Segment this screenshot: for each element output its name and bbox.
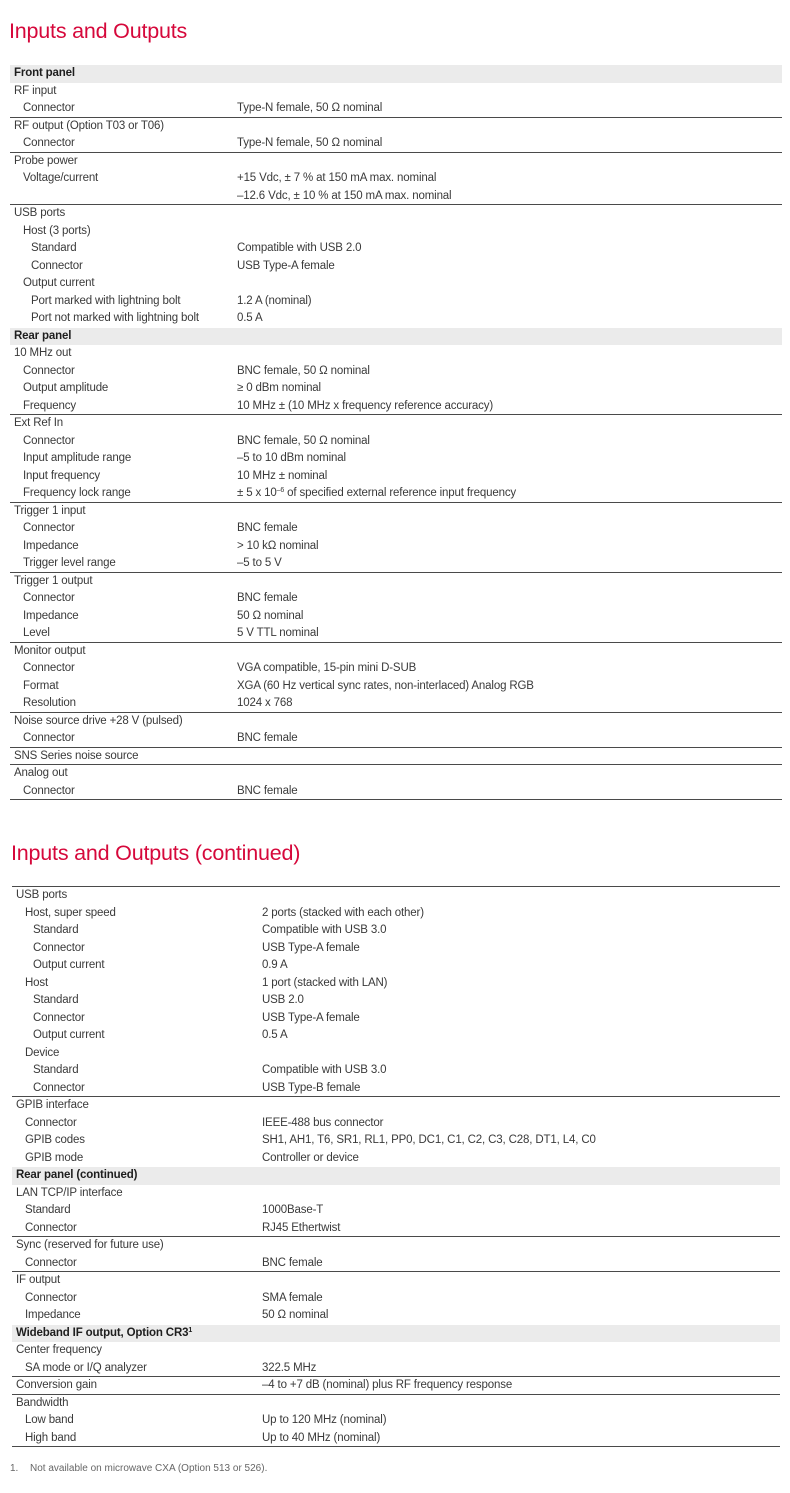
value-text: +15 Vdc, ± 7 % at 150 mA max. nominal <box>237 172 437 184</box>
row-value <box>237 695 292 713</box>
value-text: USB Type-B female <box>262 1081 361 1094</box>
row-label: Connector <box>23 364 75 377</box>
row-value <box>262 922 386 940</box>
row-value <box>237 100 382 118</box>
value-text: BNC female <box>237 784 298 797</box>
row-label: Resolution <box>23 697 76 709</box>
row-label: Connector <box>23 434 75 447</box>
table-row <box>10 713 782 731</box>
row-label: Monitor output <box>14 644 86 657</box>
row-label: Standard <box>31 242 77 254</box>
table-row <box>10 310 782 328</box>
row-label: High band <box>25 1431 77 1444</box>
value-text: 322.5 MHz <box>262 1361 317 1374</box>
value-text: SH1, AH1, T6, SR1, RL1, PP0, DC1, C1, C2, C3, C28, DT1, L4, C0 <box>262 1134 596 1146</box>
row-label: Conversion gain <box>16 1379 97 1391</box>
row-label: Sync (reserved for future use) <box>16 1239 164 1251</box>
table-row <box>12 1430 780 1448</box>
footnote-number: 1. <box>10 1463 19 1474</box>
value-text: Type-N female, 50 Ω nominal <box>237 137 383 149</box>
row-value <box>237 188 451 206</box>
section-title: Inputs and Outputs <box>9 19 188 43</box>
table-row <box>10 678 782 696</box>
row-label: Connector <box>33 941 85 954</box>
row-value <box>262 1010 360 1028</box>
row-label: Input frequency <box>23 469 101 482</box>
value-text: BNC female, 50 Ω nominal <box>237 364 370 377</box>
table-row <box>10 538 782 556</box>
table-row <box>10 590 782 608</box>
table-row <box>10 415 782 433</box>
table-row <box>10 398 782 416</box>
row-value <box>237 398 493 416</box>
value-text-continued: of specified external reference input frequency <box>284 487 517 499</box>
row-label: Probe power <box>14 154 78 167</box>
table-row <box>10 153 782 171</box>
table-row <box>12 1115 780 1133</box>
row-label: Frequency <box>23 399 76 412</box>
table-row <box>10 118 782 136</box>
table-row <box>10 135 782 153</box>
table-row <box>10 555 782 573</box>
row-label: LAN TCP/IP interface <box>16 1186 123 1199</box>
row-label: Connector <box>23 732 75 744</box>
row-label: Noise source drive +28 V (pulsed) <box>14 714 183 727</box>
row-label: Connector <box>33 1011 85 1024</box>
row-value <box>237 730 298 748</box>
table-row <box>10 345 782 363</box>
value-text: Controller or device <box>262 1151 359 1164</box>
table-row <box>10 293 782 311</box>
row-value <box>237 363 370 381</box>
value-text: Compatible with USB 3.0 <box>262 1064 387 1076</box>
row-value <box>237 468 327 486</box>
table-row <box>10 485 782 503</box>
value-text: Compatible with USB 2.0 <box>237 242 362 254</box>
value-text: USB Type-A female <box>262 941 360 954</box>
table-row <box>12 1360 780 1378</box>
table-row <box>12 940 780 958</box>
value-text: USB Type-A female <box>237 259 335 272</box>
row-label: Connector <box>25 1116 77 1129</box>
row-value <box>262 1307 328 1325</box>
table-group-header <box>10 328 782 346</box>
table-row <box>12 1307 780 1325</box>
row-label: Connector <box>23 522 75 534</box>
row-label: Bandwidth <box>16 1396 69 1409</box>
table-row <box>10 783 782 801</box>
footnote <box>10 1463 267 1474</box>
table-row <box>10 730 782 748</box>
table-row <box>10 625 782 643</box>
value-text: –4 to +7 dB (nominal) plus RF frequency response <box>262 1379 513 1391</box>
row-value <box>262 1430 380 1448</box>
row-value <box>262 1080 360 1098</box>
table-row <box>12 1027 780 1045</box>
row-value <box>237 538 318 556</box>
row-label: Impedance <box>25 1309 81 1321</box>
row-label: Port not marked with lightning bolt <box>31 312 199 324</box>
table-row <box>12 887 780 905</box>
row-label: 10 MHz out <box>14 347 72 359</box>
row-value <box>237 660 416 678</box>
table-row <box>10 573 782 591</box>
row-value <box>262 1220 340 1238</box>
value-text: Type-N female, 50 Ω nominal <box>237 102 383 114</box>
row-label: Output current <box>23 277 95 289</box>
row-value <box>262 975 387 993</box>
table-row <box>10 223 782 241</box>
table-row <box>10 695 782 713</box>
row-label: Low band <box>25 1414 74 1426</box>
spec-table <box>10 65 782 800</box>
row-label: SNS Series noise source <box>14 749 139 762</box>
table-row <box>12 1202 780 1220</box>
value-text: IEEE-488 bus connector <box>262 1116 384 1129</box>
row-label: Standard <box>25 1204 71 1216</box>
table-row <box>12 1342 780 1360</box>
row-value <box>262 957 287 975</box>
value-text: 1024 x 768 <box>237 697 293 709</box>
row-value <box>262 1290 323 1308</box>
row-value <box>237 433 370 451</box>
row-label: Connector <box>23 137 75 149</box>
value-text: BNC female <box>237 522 298 534</box>
row-label: USB ports <box>14 207 66 219</box>
row-label: Standard <box>33 994 79 1006</box>
table-row <box>12 1237 780 1255</box>
row-value <box>237 135 382 153</box>
table-row <box>10 643 782 661</box>
footnote-text: Not available on microwave CXA (Option 513 or 526). <box>30 1463 268 1474</box>
row-value <box>262 1412 386 1430</box>
value-text: BNC female <box>237 592 298 604</box>
row-label: Trigger 1 output <box>14 574 93 587</box>
row-value <box>262 1062 386 1080</box>
value-text: 10 MHz ± nominal <box>237 469 328 482</box>
value-text: 2 ports (stacked with each other) <box>262 906 424 919</box>
table-row <box>12 1010 780 1028</box>
row-label: GPIB mode <box>25 1151 84 1164</box>
row-value <box>237 555 282 573</box>
row-value <box>262 905 424 923</box>
value-text: 1000Base-T <box>262 1204 324 1216</box>
value-text: 0.5 A <box>262 1029 288 1041</box>
row-label: Wideband IF output, Option $CR3^1$ <box>16 1326 193 1339</box>
table-row <box>12 1290 780 1308</box>
row-value <box>237 590 298 608</box>
table-row <box>10 765 782 783</box>
table-row <box>10 608 782 626</box>
table-group-header <box>10 65 782 83</box>
value-text: RJ45 Ethertwist <box>262 1221 341 1234</box>
table-row <box>10 83 782 101</box>
section-title: Inputs and Outputs (continued) <box>11 841 301 865</box>
table-row <box>10 503 782 521</box>
table-row <box>10 258 782 276</box>
table-row <box>12 1395 780 1413</box>
row-label: Connector <box>23 102 75 114</box>
table-row <box>12 922 780 940</box>
row-value <box>262 992 304 1010</box>
table-row <box>10 363 782 381</box>
value-text: BNC female <box>237 732 298 744</box>
row-label: Port marked with lightning bolt <box>31 294 181 307</box>
row-value <box>262 1255 323 1273</box>
table-row <box>12 1255 780 1273</box>
exponent: –6 <box>276 487 285 494</box>
table-row <box>10 433 782 451</box>
row-label: Level <box>23 627 50 639</box>
table-row <box>12 1097 780 1115</box>
row-label: Rear panel <box>14 329 72 342</box>
row-value <box>237 310 262 328</box>
row-label: SA mode or I/Q analyzer <box>25 1361 147 1374</box>
row-value <box>237 678 534 696</box>
row-value <box>262 940 360 958</box>
row-value <box>262 1132 596 1150</box>
table-row <box>10 100 782 118</box>
row-label: Output current <box>33 959 105 971</box>
row-label: Rear panel (continued) <box>16 1169 138 1181</box>
row-value <box>237 520 298 538</box>
table-row <box>10 748 782 766</box>
table-row <box>12 1377 780 1395</box>
value-text: ± 5 x 10 <box>237 487 277 499</box>
value-text: 1.2 A (nominal) <box>237 294 312 307</box>
table-row <box>12 1185 780 1203</box>
row-label: RF output (Option T03 or T06) <box>14 119 164 132</box>
table-row <box>10 450 782 468</box>
row-label: RF input <box>14 84 57 97</box>
value-text: ≥ 0 dBm nominal <box>237 382 321 394</box>
row-label: Host <box>25 976 49 989</box>
row-value <box>237 240 361 258</box>
table-row <box>12 1150 780 1168</box>
table-row <box>10 660 782 678</box>
row-label: IF output <box>16 1274 61 1286</box>
value-text: Up to 40 MHz (nominal) <box>262 1431 381 1444</box>
row-label: Connector <box>23 784 75 797</box>
table-row <box>10 380 782 398</box>
value-text: –5 to 10 dBm nominal <box>237 452 346 464</box>
value-text: 10 MHz ± (10 MHz x frequency reference accuracy) <box>237 399 494 412</box>
row-value <box>237 485 516 503</box>
value-text: 50 Ω nominal <box>237 609 304 622</box>
row-label: Standard <box>33 924 79 936</box>
table-row <box>10 205 782 223</box>
row-label: Output current <box>33 1029 105 1041</box>
row-value <box>262 1150 359 1168</box>
row-label: Impedance <box>23 609 79 622</box>
value-text: 50 Ω nominal <box>262 1309 329 1321</box>
spec-table <box>12 886 780 1447</box>
row-value <box>262 1202 323 1220</box>
row-value <box>237 608 303 626</box>
table-row <box>10 240 782 258</box>
row-label: GPIB codes <box>25 1134 85 1146</box>
row-value <box>237 258 335 276</box>
row-label: Frequency lock range <box>23 487 131 499</box>
row-label: Trigger 1 input <box>14 504 86 517</box>
table-row <box>12 1412 780 1430</box>
row-label: Connector <box>25 1256 77 1269</box>
value-text: XGA (60 Hz vertical sync rates, non-interlaced) Analog RGB <box>237 679 534 692</box>
row-value <box>237 625 319 643</box>
value-text: USB Type-A female <box>262 1011 360 1024</box>
row-label: Host, super speed <box>25 906 116 919</box>
row-label: GPIB interface <box>16 1099 89 1111</box>
row-label: USB ports <box>16 889 68 901</box>
value-text: 1 port (stacked with LAN) <box>262 976 388 989</box>
table-row <box>12 1045 780 1063</box>
row-value <box>262 1377 512 1395</box>
table-row <box>12 992 780 1010</box>
value-text: 0.5 A <box>237 312 263 324</box>
table-group-header <box>12 1325 780 1343</box>
row-label: Voltage/current <box>23 172 99 184</box>
table-row <box>12 1132 780 1150</box>
table-row <box>12 957 780 975</box>
table-row <box>12 1080 780 1098</box>
row-value <box>237 380 321 398</box>
footnote-marker: 1 <box>188 1326 193 1334</box>
row-label: Trigger level range <box>23 557 116 569</box>
value-text: BNC female, 50 Ω nominal <box>237 434 370 447</box>
row-value <box>237 450 346 468</box>
row-label: Device <box>25 1046 60 1059</box>
value-text: > 10 kΩ nominal <box>237 539 319 552</box>
value-text: Up to 120 MHz (nominal) <box>262 1414 387 1426</box>
row-label: Connector <box>31 259 83 272</box>
row-value <box>237 170 436 188</box>
row-label: Analog out <box>14 767 68 779</box>
table-row <box>10 275 782 293</box>
row-label: Front panel <box>14 67 75 79</box>
row-value <box>262 1027 287 1045</box>
table-row <box>12 1220 780 1238</box>
row-label: Format <box>23 679 59 692</box>
value-text: Compatible with USB 3.0 <box>262 924 387 936</box>
table-group-header <box>12 1167 780 1185</box>
row-label: Connector <box>25 1221 77 1234</box>
row-label: Connector <box>23 662 75 674</box>
row-label: Input amplitude range <box>23 452 132 464</box>
table-row <box>12 905 780 923</box>
row-value <box>237 783 298 801</box>
row-label: Connector <box>23 592 75 604</box>
value-text: VGA compatible, 15-pin mini D-SUB <box>237 662 417 674</box>
value-text: USB 2.0 <box>262 994 304 1006</box>
value-text: BNC female <box>262 1256 323 1269</box>
value-text: 0.9 A <box>262 959 288 971</box>
table-row <box>10 468 782 486</box>
row-label: Center frequency <box>16 1344 102 1356</box>
row-label: Impedance <box>23 539 79 552</box>
row-value <box>262 1115 383 1133</box>
row-label: Standard <box>33 1064 79 1076</box>
row-label: Ext Ref In <box>14 417 63 429</box>
value-text: 5 V TTL nominal <box>237 627 319 639</box>
table-row <box>10 170 782 188</box>
row-label: Host (3 ports) <box>23 224 91 237</box>
row-value <box>262 1360 316 1378</box>
row-label: Connector <box>33 1081 85 1094</box>
value-text: –5 to 5 V <box>237 557 282 569</box>
table-row <box>10 188 782 206</box>
value-text: –12.6 Vdc, ± 10 % at 150 mA max. nominal <box>237 189 452 202</box>
table-row <box>12 1272 780 1290</box>
row-label: Output amplitude <box>23 382 109 394</box>
table-row <box>12 1062 780 1080</box>
table-row <box>10 520 782 538</box>
row-label: Connector <box>25 1291 77 1304</box>
value-text: SMA female <box>262 1291 323 1304</box>
table-row <box>12 975 780 993</box>
row-value <box>237 293 311 311</box>
